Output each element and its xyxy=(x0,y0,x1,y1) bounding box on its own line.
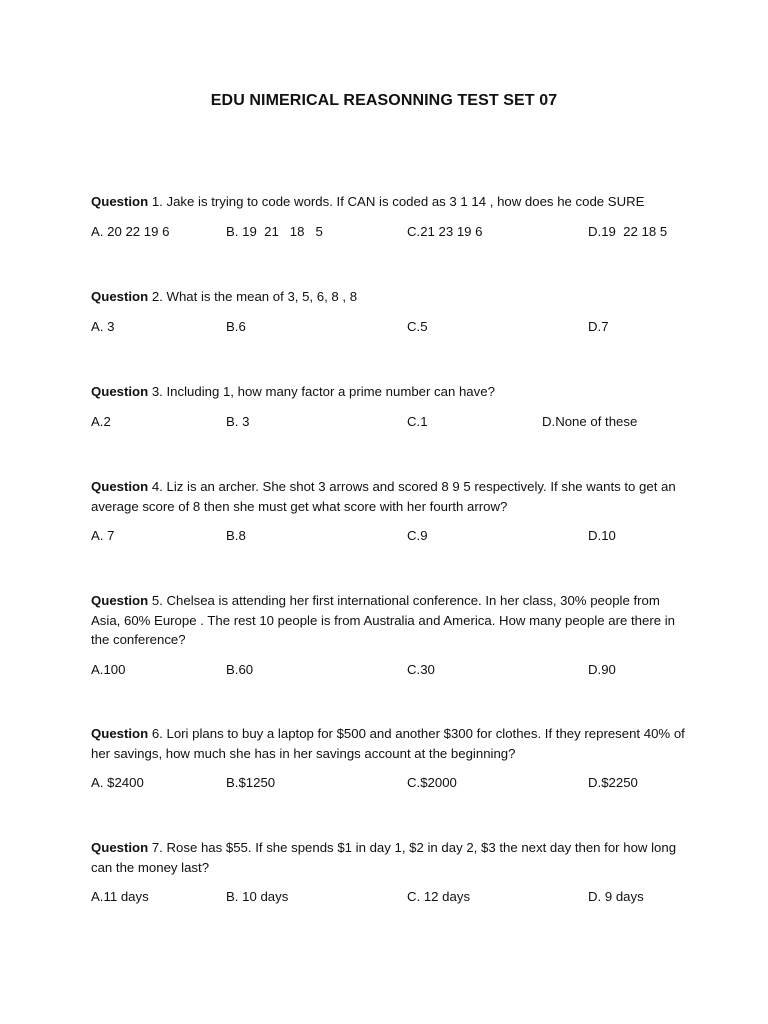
option-b[interactable]: B.6 xyxy=(226,318,246,334)
question-text xyxy=(91,287,691,307)
option-a[interactable]: A. 3 xyxy=(91,318,115,334)
answer-options xyxy=(91,775,691,793)
question-label: Question xyxy=(91,194,149,209)
question-text xyxy=(91,591,691,650)
question-number: 3 xyxy=(151,384,160,399)
question-body: . What is the mean of 3, 5, 6, 8 , 8 xyxy=(159,289,358,304)
answer-options xyxy=(91,224,691,242)
question-label: Question xyxy=(91,384,149,399)
option-d[interactable]: D.$2250 xyxy=(588,775,638,790)
option-d[interactable]: D. 9 days xyxy=(588,889,644,904)
question-body: . Jake is trying to code words. If CAN is coded as 3 1 14 , how does he code SURE xyxy=(159,194,645,209)
option-a[interactable]: A. 7 xyxy=(91,528,115,543)
option-d[interactable]: D.7 xyxy=(588,318,609,334)
option-a[interactable]: A.100 xyxy=(91,661,126,677)
option-a[interactable]: A. 20 22 19 6 xyxy=(91,223,170,239)
question-label: Question xyxy=(91,479,149,494)
option-a[interactable]: A.2 xyxy=(91,413,111,429)
question-1 xyxy=(91,192,691,242)
answer-options xyxy=(91,319,691,337)
question-text xyxy=(91,724,691,763)
question-number: 1 xyxy=(151,194,160,209)
question-body: . Rose has $55. If she spends $1 in day 1, $2 in day 2, $3 the next day then for how long can the money last? xyxy=(91,840,677,875)
question-body: . Liz is an archer. She shot 3 arrows and scored 8 9 5 respectively. If she wants to get an average score of 8 then she must get what score with her fourth arrow? xyxy=(91,479,676,514)
question-7 xyxy=(91,838,691,907)
option-c[interactable]: C.21 23 19 6 xyxy=(407,223,483,239)
question-6 xyxy=(91,724,691,793)
option-d[interactable]: D.90 xyxy=(588,661,616,677)
page-title: EDU NIMERICAL REASONNING TEST SET 07 xyxy=(210,92,558,109)
option-b[interactable]: B. 19 21 18 5 xyxy=(226,223,323,239)
question-label: Question xyxy=(91,840,149,855)
question-text xyxy=(91,477,691,516)
option-c[interactable]: C.9 xyxy=(407,528,428,543)
answer-options xyxy=(91,889,691,907)
option-b[interactable]: B. 3 xyxy=(226,413,250,429)
option-c[interactable]: C.1 xyxy=(407,413,428,429)
question-number: 7 xyxy=(151,840,160,855)
option-c[interactable]: C. 12 days xyxy=(407,889,471,904)
question-number: 2 xyxy=(151,289,160,304)
option-d[interactable]: D.None of these xyxy=(542,413,638,429)
question-text xyxy=(91,192,691,212)
question-text xyxy=(91,382,691,402)
option-d[interactable]: D.19 22 18 5 xyxy=(588,223,668,239)
question-label: Question xyxy=(91,289,149,304)
option-b[interactable]: B.$1250 xyxy=(226,775,276,790)
option-a[interactable]: A. $2400 xyxy=(91,775,144,790)
question-body: . Including 1, how many factor a prime number can have? xyxy=(159,384,495,399)
option-c[interactable]: C.5 xyxy=(407,318,428,334)
question-number: 5 xyxy=(151,593,160,608)
question-number: 4 xyxy=(151,479,160,494)
answer-options xyxy=(91,662,691,680)
option-a[interactable]: A.11 days xyxy=(91,889,149,904)
question-label: Question xyxy=(91,726,149,741)
question-label: Question xyxy=(91,593,149,608)
answer-options xyxy=(91,528,691,546)
answer-options xyxy=(91,414,691,432)
option-c[interactable]: C.30 xyxy=(407,661,435,677)
option-b[interactable]: B.8 xyxy=(226,528,246,543)
option-c[interactable]: C.$2000 xyxy=(407,775,457,790)
option-b[interactable]: B. 10 days xyxy=(226,889,289,904)
question-5 xyxy=(91,591,691,680)
option-d[interactable]: D.10 xyxy=(588,528,616,543)
question-text xyxy=(91,838,691,877)
question-2 xyxy=(91,287,691,337)
question-3 xyxy=(91,382,691,432)
question-body: . Chelsea is attending her first international conference. In her class, 30% people from Asia, 60% Europe . The rest 10 people is from Australia and America. How many people are there in the conference? xyxy=(91,593,675,647)
question-number: 6 xyxy=(151,726,160,741)
question-body: . Lori plans to buy a laptop for $500 and another $300 for clothes. If they represent 40% of her savings, how much she has in her savings account at the beginning? xyxy=(91,726,685,761)
option-b[interactable]: B.60 xyxy=(226,661,254,677)
question-4 xyxy=(91,477,691,546)
